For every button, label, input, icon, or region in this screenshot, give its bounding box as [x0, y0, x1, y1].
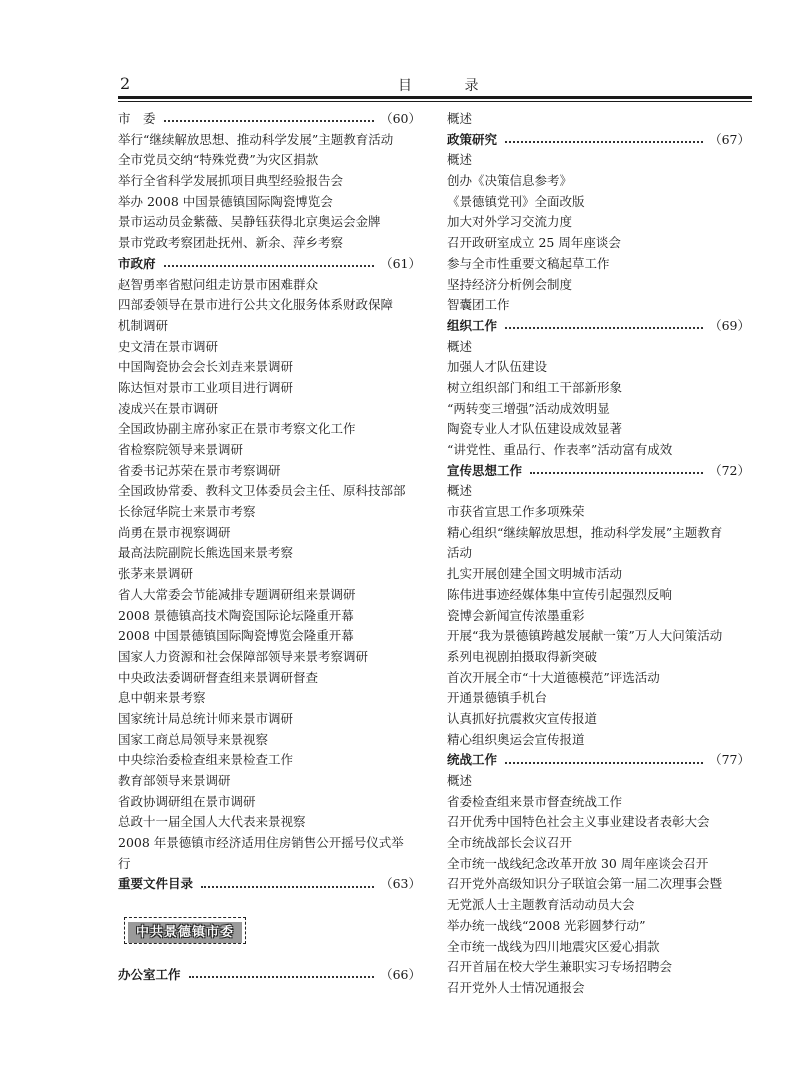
- toc-entry: 省检察院领导来景调研: [118, 442, 244, 457]
- toc-entry: 国家工商总局领导来景视察: [118, 731, 269, 747]
- toc-entry: 概述: [447, 111, 473, 126]
- toc-entry: “讲党性、重品行、作表率”活动富有成效: [447, 442, 673, 457]
- toc-entry: 国家人力资源和社会保障部领导来景考察调研: [118, 648, 369, 664]
- toc-entry: 市获省宣思工作多项殊荣: [447, 504, 585, 520]
- toc-entry: 教育部领导来景调研: [118, 773, 231, 788]
- toc-entry: 全市统一战线为四川地震灾区爱心捐款: [447, 938, 660, 954]
- toc-entry: 瓷博会新闻宣传浓墨重彩: [447, 607, 585, 623]
- toc-entry: 2008 中国景德镇国际陶瓷博览会隆重开幕: [118, 628, 354, 644]
- toc-entry: 参与全市性重要文稿起草工作: [447, 255, 610, 271]
- toc-entry: 开通景德镇手机台: [447, 690, 548, 706]
- toc-entry: 陶瓷专业人才队伍建设成效显著: [447, 421, 623, 437]
- toc-leader-dots: [505, 141, 703, 143]
- toc-entry: 召开政研室成立 25 周年座谈会: [447, 235, 621, 251]
- page-title: 目 录: [398, 78, 503, 94]
- toc-entry: 长徐冠华院士来景市考察: [118, 504, 256, 520]
- toc-page-number: （61）: [380, 255, 421, 271]
- toc-entry: 概述: [447, 483, 473, 499]
- toc-entry: 加大对外学习交流力度: [447, 214, 573, 230]
- toc-section-title: 重要文件目录: [118, 876, 194, 892]
- page-number: 2: [120, 74, 131, 93]
- toc-leader-dots: [201, 886, 374, 888]
- toc-entry: 息中朝来景考察: [118, 690, 206, 706]
- toc-entry: 智囊团工作: [447, 297, 510, 313]
- toc-section-heading: [118, 965, 421, 986]
- toc-entry: 全国政协常委、教科文卫体委员会主任、原科技部部: [118, 483, 406, 499]
- toc-leader-dots: [164, 120, 375, 122]
- toc-entry: 坚持经济分析例会制度: [447, 276, 573, 292]
- toc-entry: 中央综治委检查组来景检查工作: [118, 752, 294, 768]
- toc-leader-dots: [189, 976, 375, 978]
- toc-entry: 2008 景德镇高技术陶瓷国际论坛隆重开幕: [118, 607, 354, 623]
- toc-entry: 精心组织“继续解放思想，推动科学发展”主题教育: [447, 524, 723, 540]
- toc-entry: 行: [118, 855, 131, 871]
- toc-page-number: （66）: [380, 967, 421, 983]
- toc-section-heading: [447, 461, 750, 482]
- toc-entry: 史文清在景市调研: [118, 338, 219, 354]
- toc-entry: 景市运动员金紫薇、吴静钰获得北京奥运会金牌: [118, 214, 381, 230]
- toc-leader-dots: [530, 472, 703, 474]
- toc-entry: 总政十一届全国人大代表来景视察: [118, 814, 306, 830]
- toc-entry: 系列电视剧拍摄取得新突破: [447, 648, 598, 664]
- toc-entry: 全市统战部长会议召开: [447, 835, 573, 851]
- toc-leader-dots: [505, 327, 703, 329]
- toc-entry: 张茅来景调研: [118, 566, 194, 582]
- toc-entry: 召开党外人士情况通报会: [447, 979, 585, 995]
- toc-entry: 首次开展全市“十大道德模范”评选活动: [447, 669, 660, 685]
- header-rule-thick: [118, 96, 752, 99]
- toc-entry: 机制调研: [118, 317, 169, 333]
- toc-entry: 创办《决策信息参考》: [447, 173, 573, 189]
- toc-page-number: （72）: [709, 462, 750, 478]
- toc-entry: 中国陶瓷协会会长刘垚来景调研: [118, 359, 294, 375]
- toc-section-title: 市政府: [118, 255, 156, 271]
- toc-entry: 省政协调研组在景市调研: [118, 793, 256, 809]
- toc-leader-dots: [164, 265, 375, 267]
- toc-entry: 概述: [447, 152, 473, 168]
- toc-entry: 全市党员交纳“特殊党费”为灾区捐款: [118, 152, 319, 168]
- category-badge-container: [118, 913, 421, 965]
- toc-section-title: 统战工作: [447, 752, 498, 768]
- toc-left-column: [118, 109, 421, 986]
- toc-entry: 树立组织部门和组工干部新形象: [447, 379, 623, 395]
- toc-section-title: 政策研究: [447, 131, 498, 147]
- toc-section-title: 办公室工作: [118, 967, 181, 983]
- toc-entry: 《景德镇党刊》全面改版: [447, 193, 585, 209]
- toc-entry: 举行全省科学发展抓项目典型经验报告会: [118, 173, 344, 189]
- toc-entry: 召开优秀中国特色社会主义事业建设者表彰大会: [447, 814, 710, 830]
- section-spacer: [118, 895, 421, 913]
- toc-entry: 中央政法委调研督查组来景调研督查: [118, 669, 319, 685]
- toc-entry: 2008 年景德镇市经济适用住房销售公开摇号仪式举: [118, 835, 404, 851]
- toc-entry: 精心组织奥运会宣传报道: [447, 731, 585, 747]
- toc-section-title: 宣传思想工作: [447, 462, 523, 478]
- toc-section-heading: [118, 874, 421, 895]
- toc-entry: 全市统一战线纪念改革开放 30 周年座谈会召开: [447, 855, 709, 871]
- toc-entry: 举办 2008 中国景德镇国际陶瓷博览会: [118, 193, 333, 209]
- toc-page-number: （69）: [709, 317, 750, 333]
- toc-right-column: [447, 109, 750, 999]
- toc-section-title: 组织工作: [447, 317, 498, 333]
- toc-entry: 最高法院副院长熊选国来景考察: [118, 545, 294, 561]
- toc-section-heading: [447, 750, 750, 771]
- toc-section-heading: [447, 130, 750, 151]
- toc-entry: “两转变三增强”活动成效明显: [447, 400, 610, 416]
- toc-entry: 活动: [447, 545, 473, 561]
- toc-entry: 省委检查组来景市督查统战工作: [447, 793, 623, 809]
- toc-entry: 无党派人士主题教育活动动员大会: [447, 897, 635, 913]
- toc-section-heading: [118, 254, 421, 275]
- toc-entry: 全国政协副主席孙家正在景市考察文化工作: [118, 421, 356, 437]
- toc-entry: 省委书记苏荣在景市考察调研: [118, 462, 281, 478]
- toc-entry: 加强人才队伍建设: [447, 359, 548, 375]
- toc-entry: 凌成兴在景市调研: [118, 400, 219, 416]
- toc-entry: 赵智勇率省慰问组走访景市困难群众: [118, 276, 319, 292]
- toc-entry: 陈伟进事迹经媒体集中宣传引起强烈反响: [447, 586, 673, 602]
- toc-entry: 概述: [447, 338, 473, 354]
- toc-entry: 四部委领导在景市进行公共文化服务体系财政保障: [118, 297, 394, 313]
- toc-entry: 召开党外高级知识分子联谊会第一届二次理事会暨: [447, 876, 723, 892]
- toc-entry: 景市党政考察团赴抚州、新余、萍乡考察: [118, 235, 344, 251]
- toc-section-title: 市 委: [118, 111, 156, 126]
- category-badge: [124, 917, 246, 944]
- toc-page-number: （60）: [380, 111, 421, 126]
- toc-section-heading: [118, 109, 421, 130]
- toc-leader-dots: [505, 762, 703, 764]
- header-rule-thin: [118, 101, 752, 102]
- toc-page-number: （67）: [709, 131, 750, 147]
- toc-entry: 开展“我为景德镇跨越发展献一策”万人大问策活动: [447, 628, 723, 644]
- toc-page-number: （63）: [380, 876, 421, 892]
- toc-entry: 举办统一战线“2008 光彩圆梦行动”: [447, 917, 646, 933]
- toc-page-number: （77）: [709, 752, 750, 768]
- toc-entry: 认真抓好抗震救灾宣传报道: [447, 710, 598, 726]
- toc-entry: 国家统计局总统计师来景市调研: [118, 710, 294, 726]
- toc-entry: 扎实开展创建全国文明城市活动: [447, 566, 623, 582]
- toc-entry: 省人大常委会节能减排专题调研组来景调研: [118, 586, 356, 602]
- page-header: [118, 72, 752, 96]
- toc-section-heading: [447, 316, 750, 337]
- toc-entry: 尚勇在景市视察调研: [118, 524, 231, 540]
- toc-entry: 举行“继续解放思想、推动科学发展”主题教育活动: [118, 131, 394, 147]
- category-badge-label: 中共景德镇市委: [128, 922, 242, 943]
- toc-entry: 概述: [447, 773, 473, 788]
- toc-entry: 召开首届在校大学生兼职实习专场招聘会: [447, 959, 673, 975]
- toc-entry: 陈达恒对景市工业项目进行调研: [118, 379, 294, 395]
